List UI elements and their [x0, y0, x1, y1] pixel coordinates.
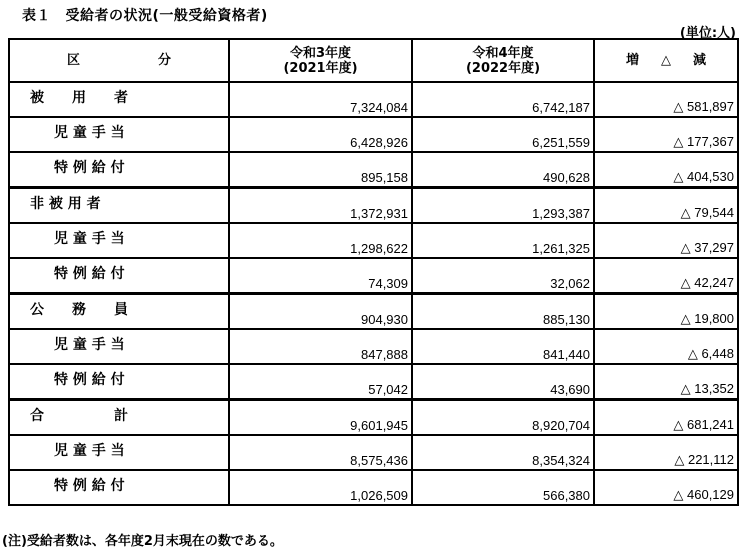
row-label: 児 童 手 当: [54, 337, 125, 353]
fy2022-cell: [412, 258, 594, 294]
fy2022-cell: [412, 294, 594, 330]
fy2021-value: 9,601,945: [350, 418, 408, 433]
fy2022-cell: [412, 188, 594, 224]
fy2022-cell: [412, 223, 594, 258]
fy2021-cell: [229, 117, 412, 152]
change-value: △ 221,112: [674, 452, 734, 467]
change-cell: [594, 294, 738, 330]
fy2021-value: 1,372,931: [350, 206, 408, 221]
footnote: (注)受給者数は、各年度2月末現在の数である。: [2, 534, 283, 549]
fy2021-cell: [229, 152, 412, 188]
fy2021-value: 1,298,622: [350, 241, 408, 256]
fy2021-cell: [229, 329, 412, 364]
change-cell: [594, 223, 738, 258]
fy2022-cell: [412, 470, 594, 505]
table-row: [9, 152, 738, 188]
change-cell: [594, 117, 738, 152]
fy2021-value: 57,042: [368, 382, 408, 397]
fy2021-value: 895,158: [361, 170, 408, 185]
row-label-cell: [9, 152, 229, 188]
row-label-cell: [9, 364, 229, 400]
change-value: △ 460,129: [673, 487, 734, 502]
row-label: 特 例 給 付: [54, 478, 125, 494]
header-change: [594, 39, 738, 82]
row-label: 合 計: [30, 408, 128, 424]
table-title: 表１ 受給者の状況(一般受給資格者): [22, 8, 268, 24]
fy2021-cell: [229, 435, 412, 470]
fy2022-value: 8,920,704: [532, 418, 590, 433]
row-label-cell: [9, 188, 229, 224]
change-value: △ 37,297: [680, 240, 734, 255]
row-label: 特 例 給 付: [54, 266, 125, 282]
table-row: [9, 188, 738, 224]
header-category-char-1: 区: [66, 53, 80, 68]
change-cell: [594, 470, 738, 505]
fy2021-cell: [229, 294, 412, 330]
fy2021-value: 8,575,436: [350, 453, 408, 468]
table-row: [9, 470, 738, 505]
table-row: [9, 435, 738, 470]
row-label-cell: [9, 294, 229, 330]
fy2021-value: 847,888: [361, 347, 408, 362]
fy2022-value: 32,062: [550, 276, 590, 291]
recipients-table: [8, 38, 739, 506]
fy2022-value: 566,380: [543, 488, 590, 503]
fy2022-value: 6,251,559: [532, 135, 590, 150]
change-value: △ 42,247: [680, 275, 734, 290]
change-value: △ 79,544: [680, 205, 734, 220]
row-label: 児 童 手 当: [54, 231, 125, 247]
header-fy2021-western: (2021年度): [283, 60, 358, 76]
fy2022-value: 8,354,324: [532, 453, 590, 468]
change-value: △ 681,241: [673, 417, 734, 432]
row-label-cell: [9, 329, 229, 364]
header-change-increase: 増: [625, 53, 639, 68]
fy2021-cell: [229, 470, 412, 505]
change-cell: [594, 82, 738, 117]
unit-label: (単位:人): [679, 26, 736, 41]
change-value: △ 177,367: [673, 134, 734, 149]
fy2021-cell: [229, 400, 412, 436]
fy2021-value: 7,324,084: [350, 100, 408, 115]
fy2022-cell: [412, 117, 594, 152]
table-row: [9, 364, 738, 400]
triangle-icon: △: [661, 53, 671, 68]
fy2022-cell: [412, 82, 594, 117]
header-fy2022-reiwa: 令和4年度: [472, 45, 534, 61]
fy2022-cell: [412, 329, 594, 364]
table-row: [9, 294, 738, 330]
fy2021-value: 1,026,509: [350, 488, 408, 503]
change-cell: [594, 258, 738, 294]
fy2021-cell: [229, 223, 412, 258]
fy2022-value: 490,628: [543, 170, 590, 185]
fy2022-cell: [412, 152, 594, 188]
row-label: 被 用 者: [30, 90, 128, 106]
change-value: △ 13,352: [680, 381, 734, 396]
table-row: [9, 329, 738, 364]
table-row: [9, 223, 738, 258]
change-cell: [594, 152, 738, 188]
header-fy2021-reiwa: 令和3年度: [289, 45, 352, 61]
row-label: 特 例 給 付: [54, 372, 125, 388]
row-label-cell: [9, 117, 229, 152]
fy2021-cell: [229, 188, 412, 224]
table-row: [9, 400, 738, 436]
row-label-cell: [9, 400, 229, 436]
change-cell: [594, 435, 738, 470]
change-value: △ 581,897: [673, 99, 734, 114]
fy2021-cell: [229, 258, 412, 294]
table-row: [9, 117, 738, 152]
fy2021-value: 6,428,926: [350, 135, 408, 150]
header-fy2021: [229, 39, 412, 82]
change-cell: [594, 188, 738, 224]
row-label: 公 務 員: [30, 302, 128, 318]
header-row: [9, 39, 738, 82]
row-label: 児 童 手 当: [54, 125, 125, 141]
fy2022-value: 885,130: [543, 312, 590, 327]
header-change-decrease: 減: [693, 53, 707, 68]
fy2021-value: 904,930: [361, 312, 408, 327]
row-label: 児 童 手 当: [54, 443, 125, 459]
fy2022-value: 43,690: [550, 382, 590, 397]
change-cell: [594, 364, 738, 400]
change-cell: [594, 400, 738, 436]
header-category: [9, 39, 229, 82]
change-value: △ 404,530: [673, 169, 734, 184]
fy2022-value: 6,742,187: [532, 100, 590, 115]
header-fy2022: [412, 39, 594, 82]
row-label-cell: [9, 470, 229, 505]
table-body: [9, 82, 738, 505]
fy2022-value: 1,293,387: [532, 206, 590, 221]
table-row: [9, 258, 738, 294]
fy2022-cell: [412, 400, 594, 436]
change-value: △ 19,800: [680, 311, 734, 326]
row-label-cell: [9, 435, 229, 470]
table-row: [9, 82, 738, 117]
fy2022-cell: [412, 435, 594, 470]
row-label: 非 被 用 者: [30, 196, 101, 212]
row-label: 特 例 給 付: [54, 160, 125, 176]
fy2021-value: 74,309: [368, 276, 408, 291]
change-cell: [594, 329, 738, 364]
header-category-char-2: 分: [158, 53, 172, 68]
fy2022-value: 841,440: [543, 347, 590, 362]
row-label-cell: [9, 258, 229, 294]
row-label-cell: [9, 223, 229, 258]
change-value: △ 6,448: [687, 346, 734, 361]
fy2021-cell: [229, 364, 412, 400]
fy2021-cell: [229, 82, 412, 117]
header-fy2022-western: (2022年度): [465, 60, 541, 76]
row-label-cell: [9, 82, 229, 117]
fy2022-value: 1,261,325: [532, 241, 590, 256]
fy2022-cell: [412, 364, 594, 400]
